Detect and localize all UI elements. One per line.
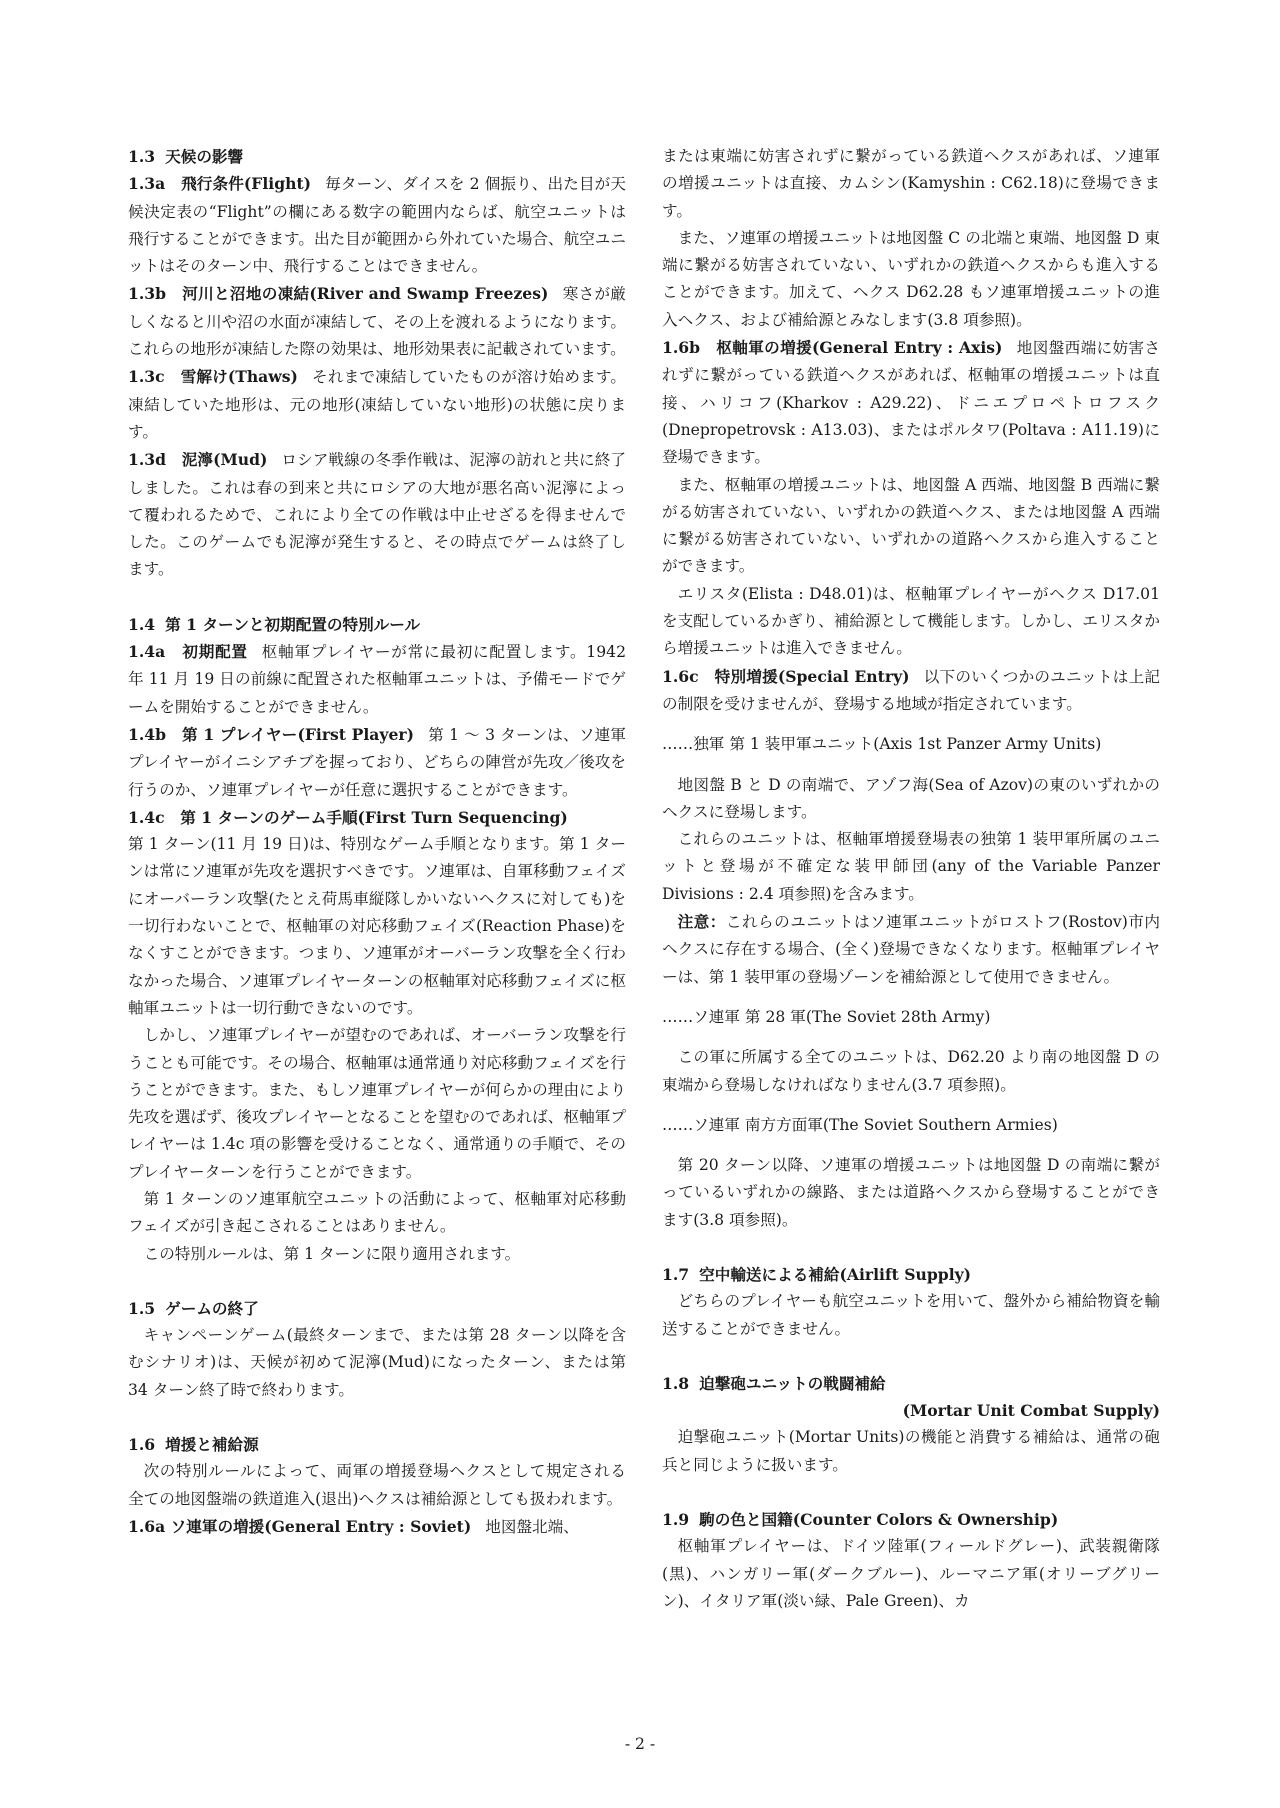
rule-1-4a: [128, 638, 626, 721]
rule-1-4a-body: 枢軸軍プレイヤーが常に最初に配置します。1942 年 11 月 19 日の前線に配置された枢軸軍ユニットは、予備モードでゲームを開始することができません。: [128, 643, 626, 716]
axis-1st-panzer-body-1: 地図盤 B と D の南端で、アゾフ海(Sea of Azov)の東のいずれかのヘクスに登場します。: [662, 775, 1160, 821]
rule-1-6b: [662, 334, 1160, 471]
rule-1-6b-body-1: 地図盤西端に妨害されずに繋がっている鉄道ヘクスがあれば、枢軸軍の増援ユニットは直接、ハリコフ(Kharkov : A29.22)、ドニエプロペトロフスク(Dnepropetrovsk : A13.03)、またはポルタワ(Poltava : A11.19)に登場できます。: [662, 339, 1160, 467]
rule-1-3c-body: それまで凍結していたものが溶け始めます。凍結していた地形は、元の地形(凍結していない地形)の状態に戻ります。: [128, 368, 626, 441]
rule-1-3a: [128, 170, 626, 280]
rule-1-5-body: キャンペーンゲーム(最終ターンまで、または第 28 ターン以降を含むシナリオ)は、天候が初めて泥濘(Mud)になったターン、または第 34 ターン終了時で終わります。: [128, 1326, 626, 1399]
rule-1-6c: [662, 663, 1160, 719]
rule-1-3a-heading: 1.3a 飛行条件(Flight): [128, 174, 312, 194]
rule-1-4c-body-3: 第 1 ターンのソ連軍航空ユニットの活動によって、枢軸軍対応移動フェイズが引き起こされることはありません。: [128, 1189, 626, 1236]
rule-1-3d-body: ロシア戦線の冬季作戦は、泥濘の訪れと共に終了しました。これは春の到来と共にロシアの大地が悪名高い泥濘によって覆われるためで、これにより全ての作戦は中止せざるを得ませんでした。このゲームでも泥濘が発生すると、その時点でゲームは終了します。: [128, 451, 626, 579]
rule-1-6a-heading: 1.6a ソ連軍の増援(General Entry : Soviet): [128, 1516, 472, 1536]
rule-1-9-body: 枢軸軍プレイヤーは、ドイツ陸軍(フィールドグレー)、武装親衛隊(黒)、ハンガリー軍(ダークブルー)、ルーマニア軍(オリーブグリーン)、イタリア軍(淡い緑、Pale Green)、カ: [662, 1537, 1160, 1610]
section-1-4-heading: 1.4 第 1 ターンと初期配置の特別ルール: [128, 614, 421, 634]
soviet-southern-armies-heading: ……ソ連軍 南方方面軍(The Soviet Southern Armies): [662, 1115, 1058, 1134]
rule-1-6c-heading: 1.6c 特別増援(Special Entry): [662, 666, 910, 686]
rule-1-6a: [128, 1513, 626, 1541]
note-body: これらのユニットはソ連軍ユニットがロストフ(Rostov)市内ヘクスに存在する場合、(全く)登場できなくなります。枢軸軍プレイヤーは、第 1 装甲軍の登場ゾーンを補給源として使用できません。: [662, 913, 1160, 986]
rule-1-3b-heading: 1.3b 河川と沼地の凍結(River and Swamp Freezes): [128, 284, 549, 304]
rule-1-6a-body-start: 地図盤北端、: [485, 1517, 579, 1536]
axis-1st-panzer-body-2: これらのユニットは、枢軸軍増援登場表の独第 1 装甲軍所属のユニットと登場が不確定な装甲師団(any of the Variable Panzer Divisions : 2.4 項参照)を含みます。: [662, 830, 1160, 903]
soviet-28th-army-body: この軍に所属する全てのユニットは、D62.20 より南の地図盤 D の東端から登場しなければなりません(3.7 項参照)。: [662, 1048, 1160, 1094]
section-1-7-heading: 1.7 空中輸送による補給(Airlift Supply): [662, 1264, 972, 1284]
rule-1-4b-heading: 1.4b 第 1 プレイヤー(First Player): [128, 724, 414, 744]
rule-1-3d-heading: 1.3d 泥濘(Mud): [128, 450, 268, 470]
section-1-8-heading-en: (Mortar Unit Combat Supply): [902, 1401, 1160, 1421]
rule-1-3c-heading: 1.3c 雪解け(Thaws): [128, 367, 298, 387]
rule-1-8-body: 迫撃砲ユニット(Mortar Units)の機能と消費する補給は、通常の砲兵と同じように扱います。: [662, 1428, 1160, 1474]
axis-1st-panzer-heading: ……独軍 第 1 装甲軍ユニット(Axis 1st Panzer Army Units): [662, 735, 1102, 754]
section-1-6-heading: 1.6 増援と補給源: [128, 1435, 259, 1455]
section-1-3-heading: 1.3 天候の影響: [128, 147, 244, 166]
rule-1-4a-heading: 1.4a 初期配置: [128, 642, 248, 662]
section-1-5-heading: 1.5 ゲームの終了: [128, 1298, 259, 1318]
soviet-28th-army-heading: ……ソ連軍 第 28 軍(The Soviet 28th Army): [662, 1007, 991, 1026]
rule-1-6c-body: 以下のいくつかのユニットは上記の制限を受けませんが、登場する地域が指定されています。: [662, 667, 1160, 713]
rule-1-4c-body-2: しかし、ソ連軍プレイヤーが望むのであれば、オーバーラン攻撃を行うことも可能です。その場合、枢軸軍は通常通り対応移動フェイズを行うことができます。また、もしソ連軍プレイヤーが何らかの理由により先攻を選ばず、後攻プレイヤーとなることを望むのであれば、枢軸軍プレイヤーは 1.4c 項の影響を受けることなく、通常通りの手順で、そのプレイヤーターンを行うことができます。: [128, 1026, 626, 1181]
rule-1-3b-body: 寒さが厳しくなると川や沼の水面が凍結して、その上を渡れるようになります。これらの地形が凍結した際の効果は、地形効果表に記載されています。: [128, 285, 626, 359]
rule-1-6b-heading: 1.6b 枢軸軍の増援(General Entry : Axis): [662, 338, 1003, 358]
rule-1-3a-body: 毎ターン、ダイスを 2 個振り、出た目が天候決定表の“Flight”の欄にある数字の範囲内ならば、航空ユニットは飛行することができます。出た目が範囲から外れていた場合、航空ユニットはそのターン中、飛行することはできません。: [128, 175, 626, 276]
rule-1-3b: [128, 280, 626, 363]
rule-1-4b-body: 第 1 ～ 3 ターンは、ソ連軍プレイヤーがイニシアチブを握っており、どちらの陣営が先攻／後攻を行うのか、ソ連軍プレイヤーが任意に選択することができます。: [128, 725, 626, 799]
rule-1-4b: [128, 721, 626, 804]
page-number: - 2 -: [624, 1735, 656, 1753]
rule-1-3d: [128, 446, 626, 583]
rule-1-6-body: 次の特別ルールによって、両軍の増援登場ヘクスとして規定される全ての地図盤端の鉄道進入(退出)ヘクスは補給源としても扱われます。: [128, 1462, 626, 1508]
rule-1-3c: [128, 363, 626, 446]
rule-1-6b-body-3: エリスタ(Elista : D48.01)は、枢軸軍プレイヤーがヘクス D17.01 を支配しているかぎり、補給源として機能します。しかし、エリスタから増援ユニットは進入できません。: [662, 584, 1160, 658]
right-column: [662, 143, 1160, 1615]
left-column: [128, 143, 626, 1541]
rule-1-6a-body-cont: または東端に妨害されずに繋がっている鉄道ヘクスがあれば、ソ連軍の増援ユニットは直接、カムシン(Kamyshin : C62.18)に登場できます。: [662, 147, 1160, 220]
rule-1-4c-body-4: この特別ルールは、第 1 ターンに限り適用されます。: [143, 1244, 521, 1263]
rule-1-6b-body-2: また、枢軸軍の増援ユニットは、地図盤 A 西端、地図盤 B 西端に繋がる妨害されていない、いずれかの鉄道ヘクス、または地図盤 A 西端に繋がる妨害されていない、いずれかの道路ヘクスから進入することができます。: [662, 475, 1160, 576]
rule-1-7-body: どちらのプレイヤーも航空ユニットを用いて、盤外から補給物資を輸送することができません。: [662, 1292, 1160, 1338]
rule-1-6a-body-2: また、ソ連軍の増援ユニットは地図盤 C の北端と東端、地図盤 D 東端に繋がる妨害されていない、いずれかの鉄道ヘクスからも進入することができます。加えて、ヘクス D62.28 もソ連軍増援ユニットの進入ヘクス、および補給源とみなします(3.8 項参照)。: [662, 228, 1160, 329]
section-1-9-heading: 1.9 駒の色と国籍(Counter Colors & Ownership): [662, 1510, 1059, 1530]
note-label: 注意：: [677, 912, 726, 932]
soviet-southern-armies-body: 第 20 ターン以降、ソ連軍の増援ユニットは地図盤 D の南端に繋がっているいずれかの線路、または道路ヘクスから登場することができます(3.8 項参照)。: [662, 1156, 1160, 1229]
axis-1st-panzer-note: [662, 908, 1160, 991]
rule-1-4c-heading: 1.4c 第 1 ターンのゲーム手順(First Turn Sequencing): [128, 807, 568, 827]
rule-1-4c-body-1: 第 1 ターン(11 月 19 日)は、特別なゲーム手順となります。第 1 ターンは常にソ連軍が先攻を選択すべきです。ソ連軍は、自軍移動フェイズにオーバーラン攻撃(たとえ荷馬車縦隊しかいないヘクスに対しても)を一切行わないことで、枢軸軍の対応移動フェイズ(Reaction Phase)をなくすことができます。つまり、ソ連軍がオーバーラン攻撃を全く行わなかった場合、ソ連軍プレイヤーターンの枢軸軍対応移動フェイズに枢軸軍ユニットは一切行動できないのです。: [128, 835, 626, 1017]
section-1-8-heading: 1.8 迫撃砲ユニットの戦闘補給: [662, 1373, 886, 1393]
